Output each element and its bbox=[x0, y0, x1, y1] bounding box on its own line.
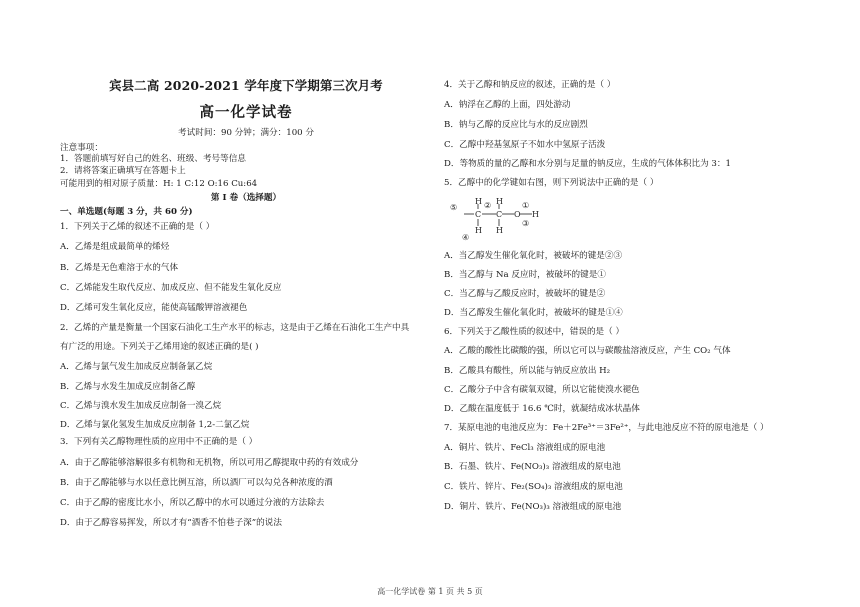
bond-label: ③ bbox=[522, 219, 530, 228]
ethanol-bond-diagram bbox=[444, 196, 544, 244]
question-stem: 7．某原电池的电池反应为：Fe＋2Fe³⁺＝3Fe²⁺，与此电池反应不符的原电池是（ ） bbox=[444, 423, 769, 433]
atom-label: H bbox=[532, 210, 539, 219]
option: A．钠浮在乙醇的上面，四处游动 bbox=[444, 100, 571, 110]
exam-info: 考试时间：90 分钟；满分：100 分 bbox=[178, 128, 314, 138]
section-title: 一、单选题(每题 3 分，共 60 分) bbox=[60, 207, 193, 217]
note-item: 1．答题前填写好自己的姓名、班级、考号等信息 bbox=[60, 154, 246, 164]
atom-label: C bbox=[475, 210, 482, 219]
option: D．铜片、铁片、Fe(NO₃)₃ 溶液组成的原电池 bbox=[444, 502, 622, 512]
bond-label: ⑤ bbox=[450, 203, 458, 212]
atom-label: O bbox=[514, 210, 521, 219]
volume-title: 第 I 卷（选择题） bbox=[210, 193, 282, 203]
option: C．乙烯与溴水发生加成反应制备一溴乙烷 bbox=[60, 401, 222, 411]
atom-label: H bbox=[475, 197, 482, 206]
option: A．铜片、铁片、FeCl₃ 溶液组成的原电池 bbox=[444, 443, 606, 453]
bond-label: ④ bbox=[462, 233, 470, 242]
question-stem: 有广泛的用途。下列关于乙烯用途的叙述正确的是( ) bbox=[60, 342, 259, 352]
option: C．乙烯能发生取代反应、加成反应、但不能发生氧化反应 bbox=[60, 283, 282, 293]
bond-label: ② bbox=[484, 201, 492, 210]
option: D．等物质的量的乙醇和水分别与足量的钠反应，生成的气体体积比为 3：1 bbox=[444, 159, 731, 169]
option: D．当乙醇发生催化氧化时，被破坏的键是①④ bbox=[444, 308, 623, 318]
atom-label: H bbox=[496, 226, 503, 235]
page-footer: 高一化学试卷 第 1 页 共 5 页 bbox=[377, 587, 483, 596]
option: A．乙烯与氯气发生加成反应制备氯乙烷 bbox=[60, 362, 213, 372]
question-stem: 5．乙醇中的化学键如右图，则下列说法中正确的是（ ） bbox=[444, 178, 659, 188]
option: D．乙酸在温度低于 16.6 ℃时，就凝结成冰状晶体 bbox=[444, 404, 640, 414]
option: C．乙醇中羟基氢原子不如水中氢原子活泼 bbox=[444, 140, 606, 150]
exam-title: 宾县二高 2020-2021 学年度下学期第三次月考 bbox=[109, 78, 383, 93]
question-stem: 3．下列有关乙醇物理性质的应用中不正确的是（ ） bbox=[60, 437, 258, 447]
question-stem: 1．下列关于乙烯的叙述不正确的是（ ） bbox=[60, 222, 215, 232]
option: C．铁片、锌片、Fe₂(SO₄)₃ 溶液组成的原电池 bbox=[444, 482, 623, 492]
option: D．由于乙醇容易挥发，所以才有“酒香不怕巷子深”的说法 bbox=[60, 518, 282, 528]
option: B．乙烯与水发生加成反应制备乙醇 bbox=[60, 382, 196, 392]
question-stem: 6．下列关于乙酸性质的叙述中，错误的是（ ） bbox=[444, 327, 625, 337]
paper-subtitle: 高一化学试卷 bbox=[199, 104, 293, 121]
option: D．乙烯与氯化氢发生加成反应制备 1,2-二氯乙烷 bbox=[60, 420, 250, 430]
option: A．乙烯是组成最简单的烯烃 bbox=[60, 242, 170, 252]
bond-label: ① bbox=[522, 201, 530, 210]
option: B．钠与乙醇的反应比与水的反应剧烈 bbox=[444, 120, 588, 130]
atomic-masses: 可能用到的相对原子质量：H: 1 C:12 O:16 Cu:64 bbox=[60, 179, 258, 189]
option: B．乙酸具有酸性，所以能与钠反应放出 H₂ bbox=[444, 366, 611, 376]
option: B．石墨、铁片、Fe(NO₃)₃ 溶液组成的原电池 bbox=[444, 462, 621, 472]
atom-label: H bbox=[475, 226, 482, 235]
option: A．当乙醇发生催化氧化时，被破坏的键是②③ bbox=[444, 251, 623, 261]
option: B．由于乙醇能够与水以任意比例互溶，所以酒厂可以勾兑各种浓度的酒 bbox=[60, 478, 333, 488]
question-stem: 2．乙烯的产量是衡量一个国家石油化工生产水平的标志，这是由于乙烯在石油化工生产中具 bbox=[60, 323, 410, 333]
question-stem: 4．关于乙醇和钠反应的叙述，正确的是（ ） bbox=[444, 80, 616, 90]
option: D．乙烯可发生氧化反应，能使高锰酸钾溶液褪色 bbox=[60, 303, 248, 313]
option: A．由于乙醇能够溶解很多有机物和无机物，所以可用乙醇提取中药的有效成分 bbox=[60, 458, 359, 468]
option: C．当乙醇与乙酸反应时，被破坏的键是② bbox=[444, 289, 606, 299]
option: A．乙酸的酸性比碳酸的强，所以它可以与碳酸盐溶液反应，产生 CO₂ 气体 bbox=[444, 346, 731, 356]
atom-label: C bbox=[496, 210, 503, 219]
atom-label: H bbox=[496, 197, 503, 206]
option: B．当乙醇与 Na 反应时，被破坏的键是① bbox=[444, 270, 606, 280]
option: C．乙酸分子中含有碳氧双键，所以它能使溴水褪色 bbox=[444, 385, 640, 395]
option: C．由于乙醇的密度比水小，所以乙醇中的水可以通过分液的方法除去 bbox=[60, 498, 325, 508]
note-item: 2．请将答案正确填写在答题卡上 bbox=[60, 166, 186, 176]
notes-heading: 注意事项： bbox=[60, 143, 103, 153]
option: B．乙烯是无色难溶于水的气体 bbox=[60, 263, 179, 273]
